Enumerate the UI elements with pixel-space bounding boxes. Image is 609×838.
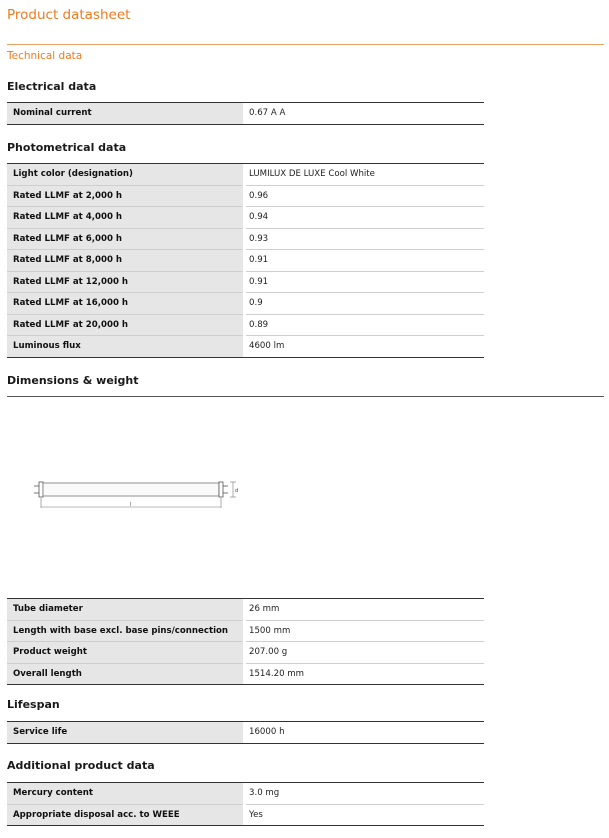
row-label: Appropriate disposal acc. to WEEE — [7, 804, 243, 826]
table-row — [7, 336, 484, 358]
table-row — [7, 783, 484, 805]
row-label: Rated LLMF at 6,000 h — [7, 228, 243, 250]
diameter-label: d — [235, 488, 239, 494]
row-label: Rated LLMF at 16,000 h — [7, 293, 243, 315]
table-row — [7, 620, 484, 642]
row-value: 26 mm — [246, 599, 484, 621]
row-value: 207.00 g — [246, 642, 484, 664]
row-label: Rated LLMF at 20,000 h — [7, 314, 243, 336]
lifespan-table — [7, 721, 484, 744]
header-divider — [7, 44, 604, 45]
row-value: 0.67 A A — [246, 103, 484, 125]
electrical-table — [7, 102, 484, 125]
dimensions-heading: Dimensions & weight — [7, 374, 139, 387]
length-label: l — [130, 502, 132, 508]
electrical-heading: Electrical data — [7, 80, 97, 93]
row-value: 0.93 — [246, 228, 484, 250]
dimensions-table — [7, 598, 484, 685]
row-label: Overall length — [7, 663, 243, 685]
row-label: Rated LLMF at 12,000 h — [7, 271, 243, 293]
row-value: 0.91 — [246, 271, 484, 293]
table-row — [7, 250, 484, 272]
section-subtitle: Technical data — [7, 50, 83, 62]
table-row — [7, 663, 484, 685]
row-value: 0.94 — [246, 207, 484, 229]
table-row — [7, 207, 484, 229]
row-value: 0.96 — [246, 185, 484, 207]
table-row — [7, 185, 484, 207]
row-label: Tube diameter — [7, 599, 243, 621]
row-value: 1514.20 mm — [246, 663, 484, 685]
photometrical-heading: Photometrical data — [7, 141, 127, 154]
table-row — [7, 642, 484, 664]
table-row — [7, 164, 484, 186]
additional-heading: Additional product data — [7, 759, 155, 772]
row-label: Rated LLMF at 4,000 h — [7, 207, 243, 229]
row-label: Rated LLMF at 2,000 h — [7, 185, 243, 207]
row-label: Rated LLMF at 8,000 h — [7, 250, 243, 272]
row-value: Yes — [246, 804, 484, 826]
row-value: 0.89 — [246, 314, 484, 336]
row-label: Nominal current — [7, 103, 243, 125]
dimensions-divider — [7, 396, 604, 397]
row-value: 1500 mm — [246, 620, 484, 642]
table-row — [7, 599, 484, 621]
row-label: Service life — [7, 722, 243, 744]
page-title: Product datasheet — [7, 7, 131, 23]
row-label: Mercury content — [7, 783, 243, 805]
row-value: 4600 lm — [246, 336, 484, 358]
table-row — [7, 804, 484, 826]
table-row — [7, 228, 484, 250]
row-value: LUMILUX DE LUXE Cool White — [246, 164, 484, 186]
table-row — [7, 271, 484, 293]
row-label: Luminous flux — [7, 336, 243, 358]
row-label: Light color (designation) — [7, 164, 243, 186]
table-row — [7, 722, 484, 744]
table-row — [7, 103, 484, 125]
photometrical-table — [7, 163, 484, 358]
row-value: 0.9 — [246, 293, 484, 315]
row-label: Product weight — [7, 642, 243, 664]
row-value: 16000 h — [246, 722, 484, 744]
tube-dimension-drawing — [30, 476, 245, 516]
row-label: Length with base excl. base pins/connection — [7, 620, 243, 642]
additional-table — [7, 782, 484, 826]
row-value: 3.0 mg — [246, 783, 484, 805]
lifespan-heading: Lifespan — [7, 698, 60, 711]
row-value: 0.91 — [246, 250, 484, 272]
table-row — [7, 314, 484, 336]
table-row — [7, 293, 484, 315]
